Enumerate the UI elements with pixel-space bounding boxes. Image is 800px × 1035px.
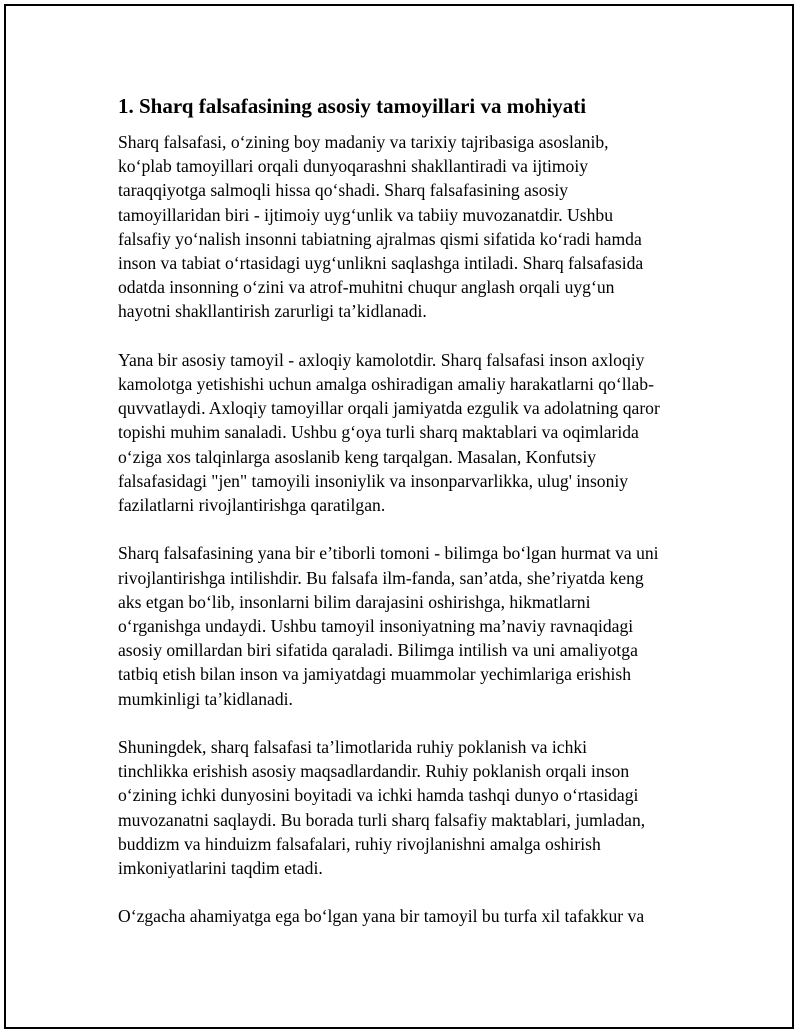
text-line: inson va tabiat o‘rtasidagi uyg‘unlikni saqlashga intiladi. Sharq falsafasida xyxy=(118,253,644,274)
text-line: hayotni shakllantirish zarurligi ta’kidlanadi. xyxy=(118,301,427,322)
text-line: Sharq falsafasi, o‘zining boy madaniy va tarixiy tajribasiga asoslanib, xyxy=(118,132,609,152)
text-line: kamolotga yetishishi uchun amalga oshiradigan amaliy harakatlarni qo‘llab- xyxy=(118,374,654,395)
text-line: falsafasidagi "jen" tamoyili insoniylik va insonparvarlikka, ulug' insoniy xyxy=(118,470,629,491)
text-line: rivojlantirishga intilishdir. Bu falsafa ilm-fanda, san’atda, she’riyatda keng xyxy=(118,567,644,588)
text-line: imkoniyatlarini taqdim etadi. xyxy=(118,858,323,879)
text-line: aks etgan bo‘lib, insonlarni bilim darajasini oshirishga, hikmatlarni xyxy=(118,591,591,612)
text-line: topishi muhim sanaladi. Ushbu g‘oya turli sharq maktablari va oqimlarida xyxy=(118,422,639,443)
text-line: Shuningdek, sharq falsafasi ta’limotlarida ruhiy poklanish va ichki xyxy=(118,737,588,758)
text-line: tatbiq etish bilan inson va jamiyatdagi muammolar yechimlariga erishish xyxy=(118,664,632,685)
text-line: odatda insonning o‘zini va atrof-muhitni chuqur anglash orqali uyg‘un xyxy=(118,277,615,298)
paragraph xyxy=(118,735,698,880)
text-line: o‘rganishga undaydi. Ushbu tamoyil insoniyatning ma’naviy ravnaqidagi xyxy=(118,616,634,637)
text-line: Sharq falsafasining yana bir e’tiborli tomoni - bilimga bo‘lgan hurmat va uni xyxy=(118,543,659,564)
text-line: O‘zgacha ahamiyatga ega bo‘lgan yana bir tamoyil bu turfa xil tafakkur va xyxy=(118,906,645,927)
text-line: mumkinligi ta’kidlanadi. xyxy=(118,688,293,709)
text-line: tinchlikka erishish asosiy maqsadlardandir. Ruhiy poklanish orqali inson xyxy=(118,761,630,782)
text-line: asosiy omillardan biri sifatida qaraladi. Bilimga intilish va uni amaliyotga xyxy=(118,640,638,661)
text-line: ko‘plab tamoyillari orqali dunyoqarashni shakllantiradi va ijtimoiy xyxy=(118,156,589,177)
text-line: taraqqiyotga salmoqli hissa qo‘shadi. Sharq falsafasining asosiy xyxy=(118,180,569,201)
text-line: falsafiy yo‘nalish insonni tabiatning ajralmas qismi sifatida ko‘radi hamda xyxy=(118,228,642,249)
text-line: Yana bir asosiy tamoyil - axloqiy kamolotdir. Sharq falsafasi inson axloqiy xyxy=(118,349,645,370)
text-line: tamoyillaridan biri - ijtimoiy uyg‘unlik va tabiiy muvozanatdir. Ushbu xyxy=(118,204,613,225)
text-line: o‘ziga xos talqinlarga asoslanib keng tarqalgan. Masalan, Konfutsiy xyxy=(118,446,597,467)
document-body xyxy=(118,92,698,953)
text-line: o‘zining ichki dunyosini boyitadi va ichki hamda tashqi dunyo o‘rtasidagi xyxy=(118,785,639,806)
paragraph xyxy=(118,904,698,928)
paragraph xyxy=(118,348,698,517)
text-line: quvvatlaydi. Axloqiy tamoyillar orqali jamiyatda ezgulik va adolatning qaror xyxy=(118,398,660,419)
paragraph xyxy=(118,541,698,710)
text-line: muvozanatni saqlaydi. Bu borada turli sharq falsafiy maktablari, jumladan, xyxy=(118,809,646,830)
text-line: buddizm va hinduizm falsafalari, ruhiy rivojlanishni amalga oshirish xyxy=(118,833,601,854)
paragraph xyxy=(118,130,698,324)
section-heading: 1. Sharq falsafasining asosiy tamoyillari va mohiyati xyxy=(118,94,587,118)
text-line: fazilatlarni rivojlantirishga qaratilgan. xyxy=(118,495,386,516)
